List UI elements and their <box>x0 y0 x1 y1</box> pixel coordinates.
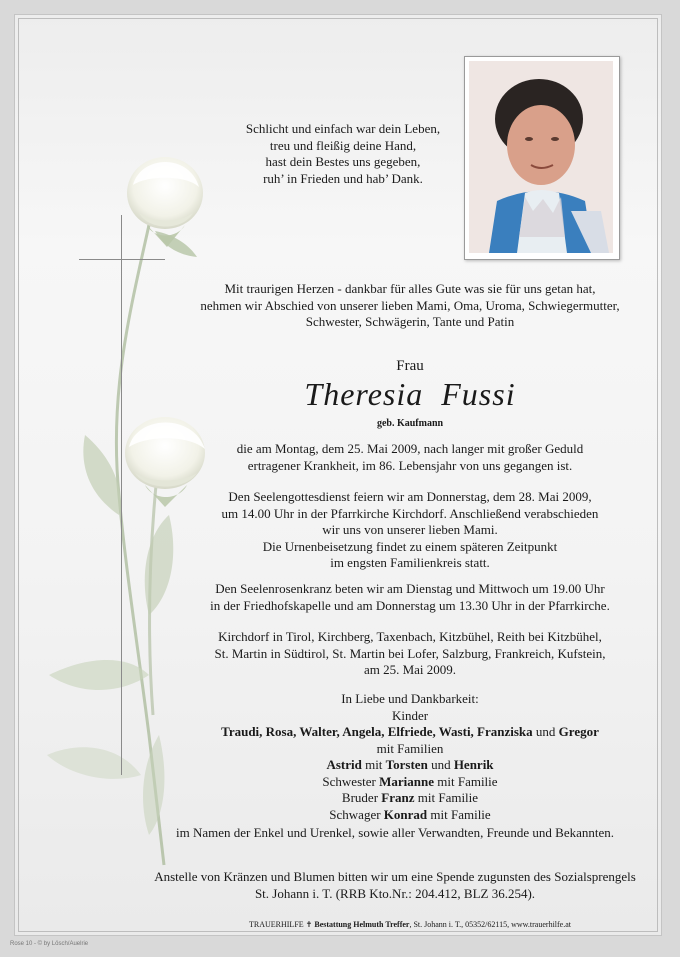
with-family: mit Familie <box>437 773 498 789</box>
service-info <box>165 489 655 572</box>
poem <box>195 121 491 187</box>
and-word: und <box>431 757 451 772</box>
places-line: Kirchdorf in Tirol, Kirchberg, Taxenbach, Kitzbühel, Reith bei Kitzbühel, <box>218 629 602 644</box>
sister-name: Marianne <box>379 773 434 789</box>
poem-line: ruh’ in Frieden und hab’ Dank. <box>263 170 423 186</box>
sister-label: Schwester <box>322 773 376 789</box>
last-child-name: Gregor <box>558 724 599 739</box>
service-line: Die Urnenbeisetzung findet zu einem späteren Zeitpunkt <box>262 538 558 554</box>
rosary-line: in der Friedhofskapelle und am Donnerstag um 13.30 Uhr in der Pfarrkirche. <box>210 597 610 613</box>
service-line: um 14.00 Uhr in der Pfarrkirche Kirchdorf. Anschließend verabschieden <box>221 505 599 521</box>
footer-details: , St. Johann i. T., 05352/62115, www.trauerhilfe.at <box>409 920 571 929</box>
grandchild-name: Henrik <box>453 757 494 772</box>
intro-line: Schwester, Schwägerin, Tante und Patin <box>305 314 515 329</box>
places-date <box>165 629 655 679</box>
with-family: mit Familie <box>430 806 491 822</box>
with-families: mit Familien <box>376 740 444 756</box>
family-list <box>165 691 655 823</box>
donation-info <box>115 869 675 902</box>
cross-horizontal-line <box>79 259 165 260</box>
poem-line: Schlicht und einfach war dein Leben, <box>245 121 441 136</box>
brother-line <box>165 790 655 807</box>
donation-line: Anstelle von Kränzen und Blumen bitten wir um eine Spende zugunsten des Sozialsprengels <box>154 869 636 884</box>
brother-name: Franz <box>381 790 415 805</box>
death-notice-line: ertragener Krankheit, im 86. Lebensjahr von uns gegangen ist. <box>247 457 573 473</box>
rosary-info <box>165 581 655 614</box>
places-line: am 25. Mai 2009. <box>363 662 457 677</box>
rosary-line: Den Seelenrosenkranz beten wir am Dienstag und Mittwoch um 19.00 Uhr <box>215 581 605 596</box>
cross-vertical-line <box>121 215 122 775</box>
intro-line: nehmen wir Abschied von unserer lieben Mami, Oma, Uroma, Schwiegermutter, <box>200 297 620 313</box>
sister-line <box>165 774 655 791</box>
portrait-image <box>469 61 613 253</box>
service-line: im engsten Familienkreis statt. <box>330 555 490 570</box>
footer-company: Bestattung Helmuth Treffer <box>314 920 410 929</box>
cross-icon: ✝ <box>305 920 313 929</box>
relatives-line: im Namen der Enkel und Urenkel, sowie aller Verwandten, Freunde und Bekannten. <box>175 825 615 840</box>
funeral-home-footer <box>165 920 655 929</box>
poem-line: treu und fleißig deine Hand, <box>269 137 417 153</box>
intro-line: Mit traurigen Herzen - dankbar für alles Gute was sie für uns getan hat, <box>224 281 596 296</box>
maiden-name: geb. Kaufmann <box>376 418 444 429</box>
children-names: Traudi, Rosa, Walter, Angela, Elfriede, Wasti, Franziska <box>221 724 533 739</box>
places-line: St. Martin in Südtirol, St. Martin bei Lofer, Salzburg, Frankreich, Kufstein, <box>214 645 606 661</box>
brother-in-law-line <box>165 807 655 824</box>
family-heading: In Liebe und Dankbarkeit: <box>341 691 479 706</box>
and-word: und <box>535 724 556 739</box>
grandchild-name: Torsten <box>385 757 428 772</box>
death-notice-line: die am Montag, dem 25. Mai 2009, nach langer mit großer Geduld <box>236 441 584 456</box>
obituary-card <box>14 14 662 936</box>
mit-word: mit <box>365 757 383 772</box>
deceased-name: Theresia Fussi <box>304 376 516 412</box>
salutation: Frau <box>396 358 424 374</box>
service-line: Den Seelengottesdienst feiern wir am Donnerstag, dem 28. Mai 2009, <box>228 489 592 504</box>
grandchild-name: Astrid <box>326 757 362 772</box>
brother-label: Bruder <box>341 790 379 805</box>
footer-brand: TRAUERHILFE <box>248 920 304 929</box>
death-notice <box>165 441 655 474</box>
kinder-label: Kinder <box>391 707 429 723</box>
brother-in-law-name: Konrad <box>383 806 428 822</box>
with-family: mit Familie <box>417 790 479 805</box>
poem-line: hast dein Bestes uns gegeben, <box>265 154 421 169</box>
service-line: wir uns von unserer lieben Mami. <box>322 522 498 537</box>
children-line <box>165 724 655 741</box>
intro-text <box>165 281 655 331</box>
rose-code-label: Rose 10 - © by Lösch/Auelrie <box>10 941 89 947</box>
brother-in-law-label: Schwager <box>329 806 381 822</box>
donation-line: St. Johann i. T. (RRB Kto.Nr.: 204.412, BLZ 36.254). <box>254 885 536 901</box>
portrait-photo <box>464 56 620 260</box>
grandchildren-line <box>165 757 655 774</box>
